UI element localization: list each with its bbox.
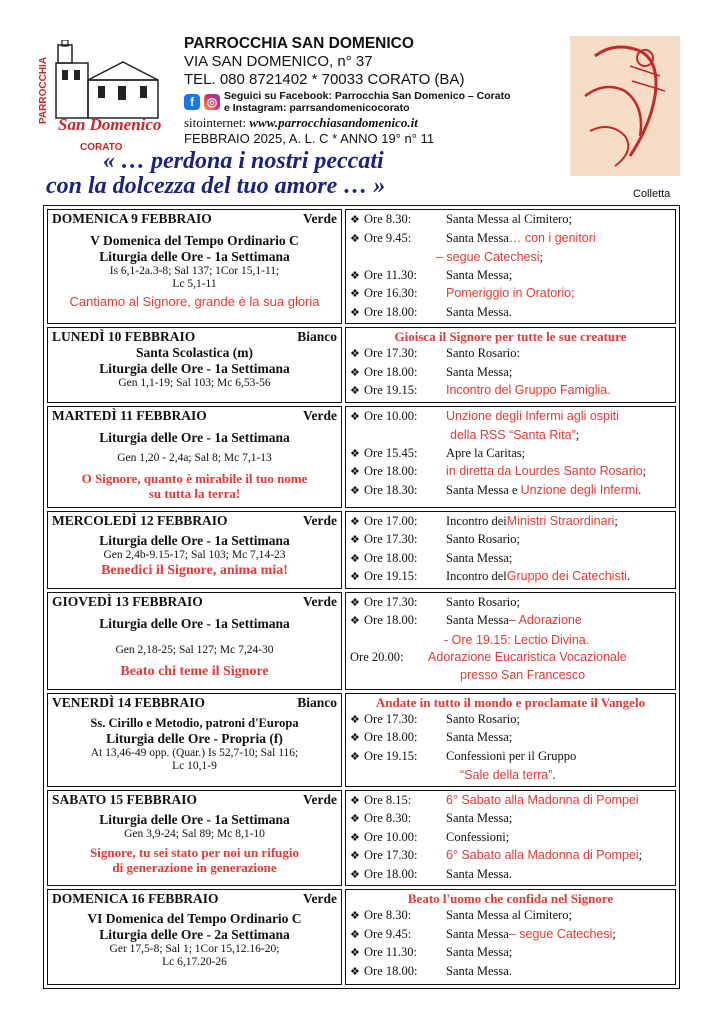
event: ❖ Ore 11.30: Santa Messa;	[350, 944, 671, 963]
event: ❖ Ore 8.15: 6° Sabato alla Madonna di Pompei	[350, 792, 671, 811]
day-date: LUNEDÌ 10 FEBBRAIO	[52, 329, 196, 344]
liturgical-color: Verde	[303, 891, 337, 906]
weekly-schedule	[43, 205, 680, 989]
diamond-bullet-icon: ❖	[350, 713, 360, 726]
liturgical-color: Verde	[303, 211, 337, 226]
readings: Lc 5,1-11	[172, 278, 217, 290]
diamond-bullet-icon: ❖	[350, 466, 360, 478]
diamond-bullet-icon: ❖	[350, 348, 360, 360]
diamond-bullet-icon: ❖	[350, 947, 360, 959]
quote-source: Colletta	[633, 188, 671, 200]
diamond-bullet-icon: ❖	[350, 515, 360, 528]
diamond-bullet-icon: ❖	[350, 214, 360, 226]
social-row	[184, 90, 554, 114]
event-intro: Gioisca il Signore per tutte le sue creature	[394, 329, 627, 344]
diamond-bullet-icon: ❖	[350, 269, 360, 282]
event: ❖ Ore 8.30: Santa Messa al Cimitero;	[350, 907, 671, 926]
schedule-row	[47, 209, 676, 324]
psalm-response: di generazione in generazione	[112, 859, 277, 875]
issue-line: FEBBRAIO 2025, A. L. C * ANNO 19° n° 11	[184, 131, 435, 146]
readings: Gen 1,1-19; Sal 103; Mc 6,53-56	[118, 377, 271, 389]
readings: At 13,46-49 opp. (Quar.) Is 52,7-10; Sal 116;	[90, 746, 299, 759]
event: ❖ Ore 18.00: Santa Messa.	[350, 304, 671, 323]
instagram-icon[interactable]: ◎	[204, 94, 220, 110]
day-date: GIOVEDÌ 13 FEBBRAIO	[52, 593, 203, 609]
event: ❖ Ore 19.15: Incontro del Gruppo dei Catechisti .	[350, 568, 671, 587]
day-events	[345, 209, 676, 324]
liturgy-week: Liturgia delle Ore - 1a Settimana	[99, 249, 290, 264]
event-highlight: Adorazione Eucaristica Vocazionale	[428, 649, 627, 664]
day-title: V Domenica del Tempo Ordinario C	[90, 233, 299, 248]
diamond-bullet-icon: ❖	[350, 750, 360, 763]
psalm-response: Signore, tu sei stato per noi un rifugio	[90, 844, 299, 860]
diamond-bullet-icon: ❖	[350, 385, 360, 397]
diamond-bullet-icon: ❖	[350, 596, 360, 609]
parish-phone: TEL. 080 8721402 * 70033 CORATO (BA)	[184, 71, 465, 88]
event: ❖ Ore 18.00: Santa Messa;	[350, 729, 671, 748]
event: ❖ Ore 17.00: Incontro dei Ministri Straordinari ;	[350, 513, 671, 532]
event	[350, 649, 671, 667]
event: ❖ Ore 18.00: in diretta da Lourdes Santo Rosario ;	[350, 463, 671, 482]
event: ❖ Ore 8.30: Santa Messa;	[350, 810, 671, 829]
event: ❖ Ore 18.00: Santa Messa – Adorazione	[350, 612, 671, 631]
event: ❖ Ore 11.30: Santa Messa;	[350, 267, 671, 286]
day-info	[47, 511, 342, 589]
day-events	[345, 693, 676, 787]
diamond-bullet-icon: ❖	[350, 732, 360, 744]
liturgy-week: Liturgia delle Ore - 1a Settimana	[99, 361, 290, 376]
diamond-bullet-icon: ❖	[350, 232, 360, 245]
liturgical-color: Bianco	[297, 329, 337, 344]
event: ❖ Ore 17.30: Santo Rosario:	[350, 345, 671, 364]
day-title: VI Domenica del Tempo Ordinario C	[87, 911, 302, 926]
schedule-row	[47, 511, 676, 589]
website-label: sitointernet:	[184, 115, 247, 130]
event: ❖ Ore 17.30: 6° Sabato alla Madonna di Pompei ;	[350, 847, 671, 866]
parish-header	[184, 34, 554, 147]
liturgy-week: Liturgia delle Ore - 1a Settimana	[99, 811, 290, 827]
event-intro: Andate in tutto il mondo e proclamate il Vangelo	[375, 694, 646, 710]
diamond-bullet-icon: ❖	[350, 928, 360, 941]
readings: Is 6,1-2a.3-8; Sal 137; 1Cor 15,1-11;	[109, 265, 280, 277]
website-line	[184, 115, 554, 131]
quote-line-1: « … perdona i nostri peccati	[103, 148, 384, 174]
instagram-text: e Instagram: parrsandomenicocorato	[224, 102, 410, 114]
event: ❖ Ore 19.15: Incontro del Gruppo Famiglia.	[350, 382, 671, 401]
diamond-bullet-icon: ❖	[350, 552, 360, 565]
event: ❖ Ore 10.00: Unzione degli Infermi agli ospiti	[350, 408, 671, 427]
diamond-bullet-icon: ❖	[350, 910, 360, 922]
logo-side-text: PARROCCHIA	[38, 56, 49, 124]
day-date: MERCOLEDÌ 12 FEBBRAIO	[52, 512, 228, 528]
parish-name: PARROCCHIA SAN DOMENICO	[184, 35, 414, 52]
logo-main-text: San Domenico	[58, 115, 162, 134]
parish-address: VIA SAN DOMENICO, n° 37	[184, 53, 373, 70]
event: ❖ Ore 10.00: Confessioni;	[350, 829, 671, 848]
event: ❖ Ore 17.30: Santo Rosario;	[350, 531, 671, 550]
schedule-row	[47, 406, 676, 508]
diamond-bullet-icon: ❖	[350, 534, 360, 546]
event: ❖ Ore 17.30: Santo Rosario;	[350, 594, 671, 613]
diamond-bullet-icon: ❖	[350, 615, 360, 627]
day-info	[47, 209, 342, 324]
diamond-bullet-icon: ❖	[350, 410, 360, 423]
liturgy-week: Liturgia delle Ore - 1a Settimana	[99, 615, 290, 631]
readings: Gen 2,18-25; Sal 127; Mc 7,24-30	[115, 643, 274, 656]
day-date: DOMENICA 16 FEBBRAIO	[52, 891, 219, 906]
quote-line-2: con la dolcezza del tuo amore … »	[46, 173, 386, 199]
liturgical-color: Verde	[303, 512, 337, 528]
liturgy-week: Liturgia delle Ore - 2a Settimana	[99, 927, 290, 942]
diamond-bullet-icon: ❖	[350, 794, 360, 807]
readings: Lc 10,1-9	[172, 759, 217, 772]
diamond-bullet-icon: ❖	[350, 868, 360, 881]
schedule-row	[47, 327, 676, 403]
event: ❖ Ore 18.30: Santa Messa e Unzione degli Infermi .	[350, 482, 671, 501]
liturgical-color: Verde	[303, 593, 337, 609]
logo-city-text: CORATO	[80, 142, 123, 153]
psalm-response: su tutta la terra!	[148, 485, 241, 501]
day-events	[345, 327, 676, 403]
event: ❖ Ore 18.00: Santa Messa.	[350, 866, 671, 885]
website-link[interactable]: www.parrocchiasandomenico.it	[249, 115, 418, 130]
liturgy-week: Liturgia delle Ore - Propria (f)	[106, 730, 283, 746]
schedule-row	[47, 889, 676, 985]
day-date: VENERDÌ 14 FEBBRAIO	[52, 694, 206, 710]
psalm-response: Benedici il Signore, anima mia!	[101, 562, 288, 578]
day-title: Santa Scolastica (m)	[136, 345, 253, 360]
psalm-response: Cantiamo al Signore, grande è la sua gloria	[69, 294, 320, 309]
diamond-bullet-icon: ❖	[350, 288, 360, 300]
event-continuation: “Sale della terra” .	[460, 768, 556, 782]
readings: Gen 1,20 - 2,4a; Sal 8; Mc 7,1-13	[117, 451, 272, 464]
day-events	[345, 790, 676, 887]
schedule-row	[47, 693, 676, 787]
event: ❖ Ore 9.45: Santa Messa … con i genitori	[350, 230, 671, 249]
day-info	[47, 327, 342, 403]
liturgy-week: Liturgia delle Ore - 1a Settimana	[99, 532, 290, 548]
liturgical-color: Verde	[303, 791, 337, 807]
readings: Gen 2,4b-9.15-17; Sal 103; Mc 7,14-23	[103, 548, 286, 561]
day-events	[345, 889, 676, 985]
liturgy-week: Liturgia delle Ore - 1a Settimana	[99, 429, 290, 445]
psalm-response: Beato chi teme il Signore	[120, 663, 269, 679]
facebook-text: Seguici su Facebook: Parrocchia San Domenico – Corato	[224, 90, 511, 102]
event-continuation: - Ore 19.15: Lectio Divina.	[444, 632, 590, 647]
diamond-bullet-icon: ❖	[350, 447, 360, 460]
diamond-bullet-icon: ❖	[350, 831, 360, 844]
event: ❖ Ore 19.15: Confessioni per il Gruppo	[350, 748, 671, 767]
diamond-bullet-icon: ❖	[350, 571, 360, 583]
psalm-response: O Signore, quanto è mirabile il tuo nome	[81, 470, 308, 486]
event: ❖ Ore 8.30: Santa Messa al Cimitero;	[350, 211, 671, 230]
day-info	[47, 790, 342, 887]
liturgical-color: Bianco	[297, 694, 337, 710]
diamond-bullet-icon: ❖	[350, 850, 360, 862]
readings: Gen 3,9-24; Sal 89; Mc 8,1-10	[124, 827, 265, 840]
diamond-bullet-icon: ❖	[350, 965, 360, 978]
diamond-bullet-icon: ❖	[350, 306, 360, 319]
event: ❖ Ore 18.00: Santa Messa.	[350, 963, 671, 982]
event-intro: Beato l'uomo che confida nel Signore	[407, 891, 614, 906]
event: ❖ Ore 18.00: Santa Messa;	[350, 364, 671, 383]
liturgical-color: Verde	[303, 407, 337, 423]
event: ❖ Ore 18.00: Santa Messa;	[350, 550, 671, 569]
day-date: SABATO 15 FEBBRAIO	[52, 791, 198, 807]
day-title: Ss. Cirillo e Metodio, patroni d'Europa	[90, 715, 299, 730]
day-info	[47, 592, 342, 690]
schedule-row	[47, 592, 676, 690]
day-date: MARTEDÌ 11 FEBBRAIO	[52, 407, 207, 423]
event-continuation: – segue Catechesi ;	[436, 250, 544, 264]
day-info	[47, 693, 342, 787]
event-continuation: presso San Francesco	[460, 668, 586, 682]
facebook-icon[interactable]: f	[184, 94, 200, 110]
day-events	[345, 511, 676, 589]
baptism-artwork	[570, 36, 680, 176]
event: ❖ Ore 17.30: Santo Rosario;	[350, 711, 671, 730]
schedule-row	[47, 790, 676, 887]
event-time: Ore 20.00:	[350, 649, 404, 664]
day-events	[345, 406, 676, 508]
event: ❖ Ore 9.45: Santa Messa – segue Catechesi ;	[350, 926, 671, 945]
diamond-bullet-icon: ❖	[350, 366, 360, 379]
day-date: DOMENICA 9 FEBBRAIO	[52, 211, 212, 226]
day-info	[47, 406, 342, 508]
day-info	[47, 889, 342, 985]
parish-logo	[38, 40, 178, 160]
diamond-bullet-icon: ❖	[350, 813, 360, 825]
day-events	[345, 592, 676, 690]
readings: Ger 17,5-8; Sal 1; 1Cor 15,12.16-20;	[109, 943, 280, 955]
event: ❖ Ore 15.45: Apre la Caritas;	[350, 445, 671, 464]
diamond-bullet-icon: ❖	[350, 484, 360, 497]
readings: Lc 6,17.20-26	[162, 956, 227, 968]
event: ❖ Ore 16.30: Pomeriggio in Oratorio;	[350, 285, 671, 304]
event-continuation: della RSS “Santa Rita” ;	[450, 428, 580, 442]
